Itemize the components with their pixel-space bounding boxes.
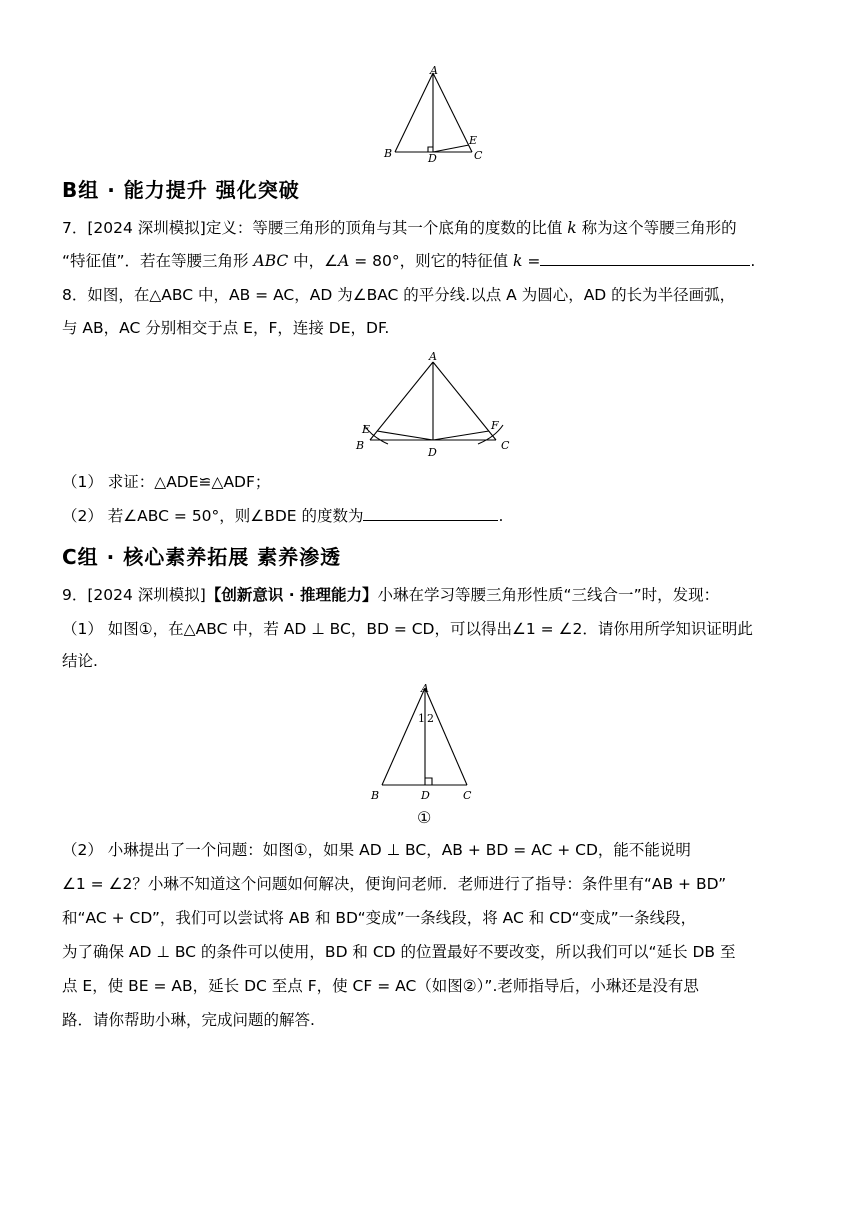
q8-line2: 与 AB，AC 分别相交于点 E，F，连接 DE，DF. <box>62 319 390 337</box>
q9-sub2-line3: 和“AC + CD”，我们可以尝试将 AB 和 BD“变成”一条线段，将 AC 和 CD“变成”一条线段， <box>62 909 697 927</box>
q7-line2 <box>62 251 755 271</box>
q8-sub1: （1） 求证：△ADE≌△ADF； <box>62 473 271 491</box>
label-a: A <box>429 350 437 363</box>
label-e: E <box>362 423 371 436</box>
q9-sub2-line4: 为了确保 AD ⊥ BC 的条件可以使用，BD 和 CD 的位置最好不要改变，所以我们可以“延长 DB 至 <box>62 943 736 961</box>
q9-sub2-line5: 点 E，使 BE = AB，延长 DC 至点 F，使 CF = AC（如图②）”.老师指导后，小琳还是没有思 <box>62 977 699 995</box>
angle-1-label: 1 <box>418 712 425 725</box>
q9-text: 小琳在学习等腰三角形性质“三线合一”时，发现： <box>377 586 720 604</box>
q7-line1 <box>62 218 737 238</box>
q9-line1 <box>62 585 719 605</box>
label-a: A <box>421 682 429 695</box>
label-c: C <box>463 789 472 802</box>
angle-2-label: 2 <box>427 712 434 725</box>
q9-source: 9．[2024 深圳模拟] <box>62 586 206 604</box>
q7-text-f: = <box>522 252 541 270</box>
q9-sub1-line2: 结论. <box>62 652 98 670</box>
figure-top-triangle <box>380 64 490 164</box>
q7-k2: k <box>513 252 523 270</box>
q7-a: A <box>338 252 350 270</box>
figure-q8 <box>350 345 520 463</box>
figure-q9 <box>366 680 486 830</box>
q9-sub2-line2: ∠1 = ∠2？小琳不知道这个问题如何解决，便询问老师．老师进行了指导：条件里有“AB + BD” <box>62 875 727 893</box>
label-b: B <box>371 789 380 802</box>
q7-answer-blank[interactable] <box>540 251 750 266</box>
q7-k: k <box>567 219 577 237</box>
label-c: C <box>501 439 510 452</box>
q9-sub2-line6: 路．请你帮助小琳，完成问题的解答. <box>62 1011 315 1029</box>
label-a: A <box>430 64 438 77</box>
label-d: D <box>421 789 430 802</box>
q7-abc: ABC <box>253 252 289 270</box>
label-f: F <box>491 419 499 432</box>
label-d: D <box>428 446 437 459</box>
label-e: E <box>469 134 478 147</box>
q9-sub2-line1: （2） 小琳提出了一个问题：如图①，如果 AD ⊥ BC，AB + BD = AC + CD，能不能说明 <box>62 841 691 859</box>
figure-caption: ① <box>417 808 432 827</box>
q8-answer-blank[interactable] <box>363 506 498 521</box>
label-c: C <box>474 149 483 162</box>
q7-end: . <box>750 252 756 270</box>
label-d: D <box>428 152 437 164</box>
section-c-title: C组 · 核心素养拓展 素养渗透 <box>62 545 342 569</box>
label-b: B <box>356 439 365 452</box>
q8-line1: 8．如图，在△ABC 中，AB = AC，AD 为∠BAC 的平分线.以点 A 为圆心，AD 的长为半径画弧， <box>62 286 736 304</box>
q7-text-a: 7．[2024 深圳模拟]定义：等腰三角形的顶角与其一个底角的度数的比值 <box>62 219 568 237</box>
q9-tag: 【创新意识 · 推理能力】 <box>205 586 378 604</box>
label-b: B <box>384 147 393 160</box>
q7-text-c: “特征值”．若在等腰三角形 <box>62 252 254 270</box>
q8-sub2-text: （2） 若∠ABC = 50°，则∠BDE 的度数为 <box>62 507 364 525</box>
q7-text-d: 中，∠ <box>288 252 339 270</box>
q8-sub2 <box>62 506 503 526</box>
q9-sub1-line1: （1） 如图①，在△ABC 中，若 AD ⊥ BC，BD = CD，可以得出∠1 = ∠2．请你用所学知识证明此 <box>62 620 753 638</box>
q7-text-b: 称为这个等腰三角形的 <box>576 219 737 237</box>
section-b-title: B组 · 能力提升 强化突破 <box>62 178 300 202</box>
q8-sub2-end: . <box>498 507 504 525</box>
q7-text-e: = 80°，则它的特征值 <box>349 252 514 270</box>
